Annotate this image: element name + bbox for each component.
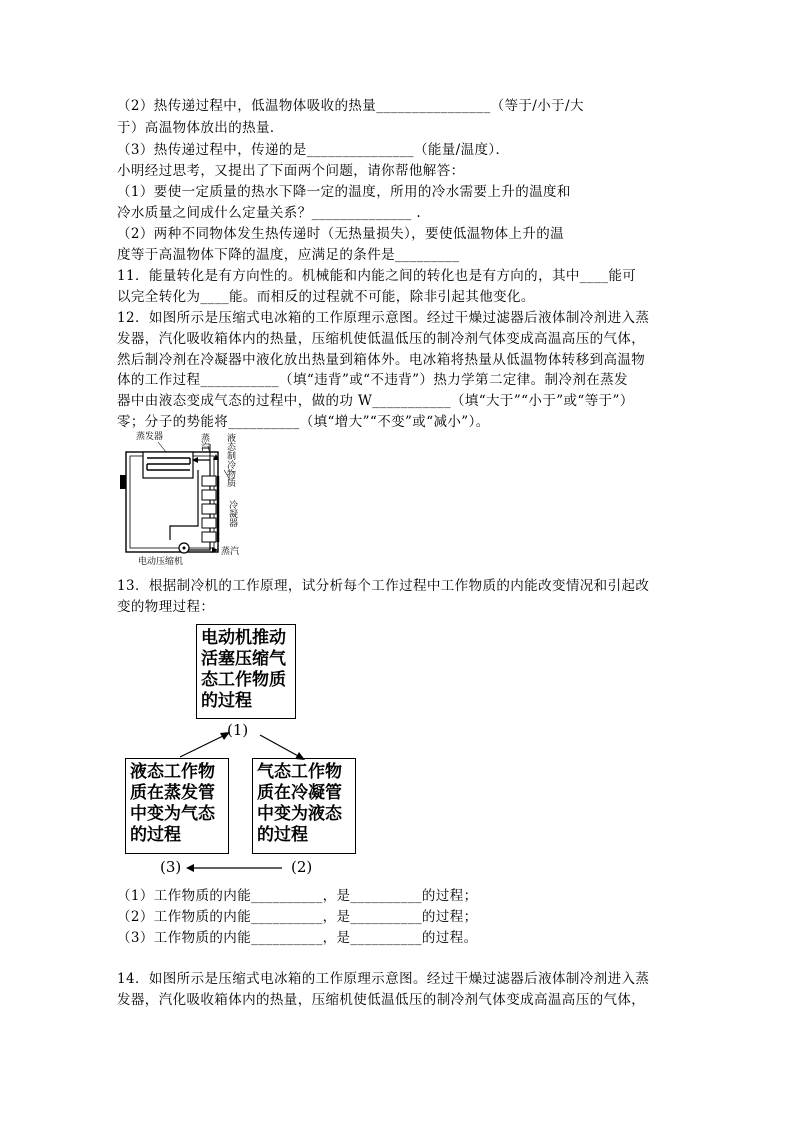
cycle-label-1: (1) [227, 721, 249, 739]
text-line: 11．能量转化是有方向性的。机械能和内能之间的转化也是有方向的，其中____能可 [117, 268, 637, 284]
cycle-box-condensation: 气态工作物质在冷凝管中变为液态的过程 [252, 758, 356, 854]
text-line: 度等于高温物体下降的温度，应满足的条件是_________ [117, 247, 460, 263]
vapor-top-label: 蒸汽 [199, 433, 209, 451]
text-line: 12．如图所示是压缩式电冰箱的工作原理示意图。经过干燥过滤器后液体制冷剂进入蒸 [117, 310, 650, 326]
text-line: 器中由液态变成气态的过程中，做的功 W___________（填“大于”“小于”或“等于”） [117, 393, 634, 409]
text-line: 以完全转化为____能。而相反的过程就不可能，除非引起其他变化。 [117, 289, 535, 305]
compressor-label: 电动压缩机 [138, 557, 184, 565]
compressor [179, 543, 189, 553]
text-line: （2）两种不同物体发生热传递时（无热量损失），要使低温物体上升的温 [117, 226, 565, 242]
liquid-refrigerant-label: 液态制冷物质 [225, 433, 235, 487]
condenser-coil [202, 476, 218, 542]
text-line: （1）工作物质的内能__________，是__________的过程； [117, 888, 478, 904]
cycle-box-evaporation: 液态工作物质在蒸发管中变为气态的过程 [125, 758, 229, 854]
evaporator-coil [143, 452, 193, 478]
text-line: 小明经过思考，又提出了下面两个问题，请你帮他解答： [117, 163, 465, 179]
cycle-label-3: (3) [160, 858, 182, 876]
vapor-bottom-label: 蒸汽 [221, 547, 240, 557]
fridge-diagram [118, 430, 258, 565]
text-line: 零；分子的势能将__________（填“增大”“不变”或“减小”）。 [117, 414, 490, 430]
text-line: （2）热传递过程中，低温物体吸收的热量________________（等于/小于/大 [117, 98, 584, 114]
text-line: 变的物理过程： [117, 599, 215, 615]
condenser-label: 冷凝器 [227, 500, 237, 527]
cycle-box-compression: 电动机推动活塞压缩气态工作物质的过程 [196, 624, 296, 719]
text-line: 发器，汽化吸收箱体内的热量，压缩机使低温低压的制冷剂气体变成高温高压的气体， [117, 992, 646, 1008]
text-line: 发器，汽化吸收箱体内的热量，压缩机使低温低压的制冷剂气体变成高温高压的气体， [117, 331, 646, 347]
text-line: （3）工作物质的内能__________，是__________的过程。 [117, 930, 478, 946]
text-line: （1）要使一定质量的热水下降一定的温度，所用的冷水需要上升的温度和 [117, 184, 571, 200]
cycle-arrows [150, 715, 350, 875]
text-line: 13．根据制冷机的工作原理，试分析每个工作过程中工作物质的内能改变情况和引起改 [117, 578, 650, 594]
text-line: （3）热传递过程中，传递的是_______________（能量/温度）． [117, 142, 510, 158]
cycle-label-2: (2) [291, 858, 313, 876]
text-line: 14．如图所示是压缩式电冰箱的工作原理示意图。经过干燥过滤器后液体制冷剂进入蒸 [117, 971, 650, 987]
text-line: （2）工作物质的内能__________，是__________的过程； [117, 909, 478, 925]
text-line: 冷水质量之间成什么定量关系？______________ . [117, 205, 422, 221]
text-line: 体的工作过程___________（填“违背”或“不违背”）热力学第二定律。制冷剂在蒸发 [117, 372, 628, 388]
evaporator-label: 蒸发器 [136, 432, 164, 442]
text-line: 于）高温物体放出的热量． [117, 120, 284, 136]
text-line: 然后制冷剂在冷凝器中液化放出热量到箱体外。电冰箱将热量从低温物体转移到高温物 [117, 352, 646, 368]
